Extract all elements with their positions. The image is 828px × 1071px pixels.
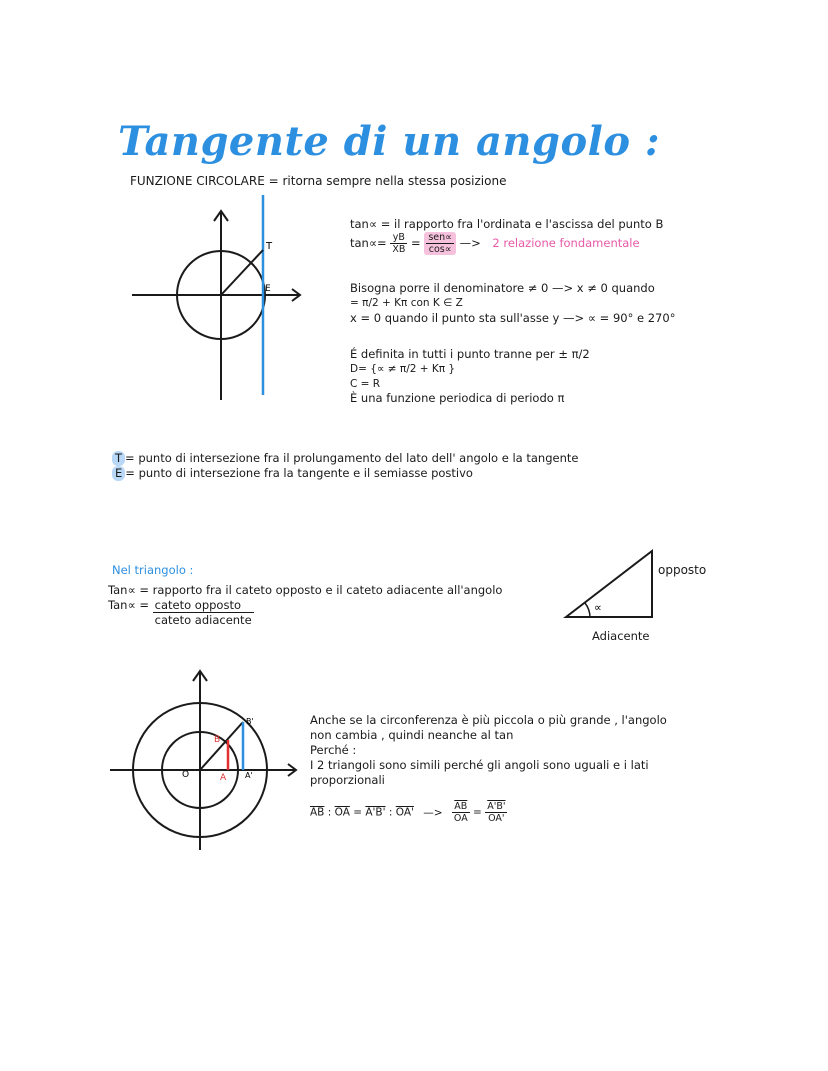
a2b2-over-oa2: $\frac{A'B'}{OA'}$: [487, 801, 506, 824]
triangle-heading: Nel triangolo :: [112, 563, 194, 577]
label-a-prime: A': [245, 771, 253, 780]
triangle-tan-prefix: Tan∝ =: [108, 598, 149, 612]
triangle-formula: [108, 598, 254, 627]
legend-e: [112, 466, 473, 481]
domain-line-3: C = R: [350, 378, 381, 390]
legend-t-key: T: [112, 451, 125, 466]
similar-line-5: proporzionali: [310, 773, 385, 787]
subtitle: FUNZIONE CIRCOLARE = ritorna sempre nella stessa posizione: [130, 174, 507, 188]
similar-line-2: non cambia , quindi neanche al tan: [310, 728, 514, 742]
legend-e-key: E: [112, 466, 125, 481]
triangle-line-1: Tan∝ = rapporto fra il cateto opposto e il cateto adiacente all'angolo: [108, 583, 503, 597]
right-triangle: [566, 551, 652, 617]
tan-prefix: tan∝=: [350, 236, 387, 250]
yb-over-xb-fraction: $\frac{yB}{XB}$: [392, 232, 406, 255]
proportion-equation: $\overline{AB}$ : $\overline{OA} = A'B'$ : OA' —> $\frac{\overline{AB}}{OA}$ = $\frac{A'B'}{OA'}$: [310, 801, 506, 824]
similar-line-3: Perché :: [310, 743, 357, 757]
denominator-line-3: x = 0 quando il punto sta sull'asse y —> ∝ = 90° e 270°: [350, 311, 676, 325]
angle-arc: [585, 603, 590, 617]
legend-t-text: = punto di intersezione fra il prolungamento del lato dell' angolo e la tangente: [125, 451, 579, 465]
unit-circle-tangent-diagram: [128, 195, 308, 400]
similar-line-1: Anche se la circonferenza è più piccola o più grande , l'angolo: [310, 713, 667, 727]
denominator-line-2: = π/2 + Kπ con K ∈ Z: [350, 297, 463, 309]
label-o: O: [182, 770, 190, 780]
relation-label: 2 relazione fondamentale: [492, 236, 640, 250]
sen-over-cos-fraction: $\frac{\text{sen∝}}{\cos\propto}$: [424, 232, 456, 255]
label-opposite: opposto: [658, 563, 707, 577]
domain-line-4: È una funzione periodica di periodo π: [350, 391, 565, 405]
definition-formula: tan∝= $\frac{yB}{XB}$ = $\frac{\text{sen∝}}{\cos\propto}$ —> 2 relazione fondamentale: [350, 232, 640, 255]
similar-line-4: I 2 triangoli sono simili perché gli angoli sono uguali e i lati: [310, 758, 649, 772]
domain-line-2: D= {∝ ≠ π/2 + Kπ }: [350, 363, 456, 375]
relation-arrow: —>: [459, 236, 481, 250]
label-t: T: [266, 241, 273, 252]
label-b-prime: B': [246, 717, 254, 726]
triangle-angle-label: ∝: [594, 601, 602, 614]
denominator-line-1: Bisogna porre il denominatore ≠ 0 —> x ≠ 0 quando: [350, 281, 655, 295]
similar-triangles-diagram: [108, 665, 303, 855]
cateto-fraction: $\frac{\text{cateto opposto}}{\text{cateto adiacente}}$: [154, 598, 252, 627]
page-title: Tangente di un angolo :: [118, 118, 661, 165]
label-a: A: [220, 773, 227, 783]
legend-t: [112, 451, 578, 466]
label-e: E: [265, 284, 271, 294]
ab-over-oa: $\frac{\overline{AB}}{OA}$: [453, 801, 468, 824]
label-b: B: [214, 735, 221, 745]
label-adjacent: Adiacente: [592, 629, 650, 643]
definition-line-1: tan∝ = il rapporto fra l'ordinata e l'ascissa del punto B: [350, 217, 664, 231]
domain-line-1: É definita in tutti i punto tranne per ± π/2: [350, 347, 590, 361]
legend-e-text: = punto di intersezione fra la tangente e il semiasse postivo: [125, 466, 473, 480]
